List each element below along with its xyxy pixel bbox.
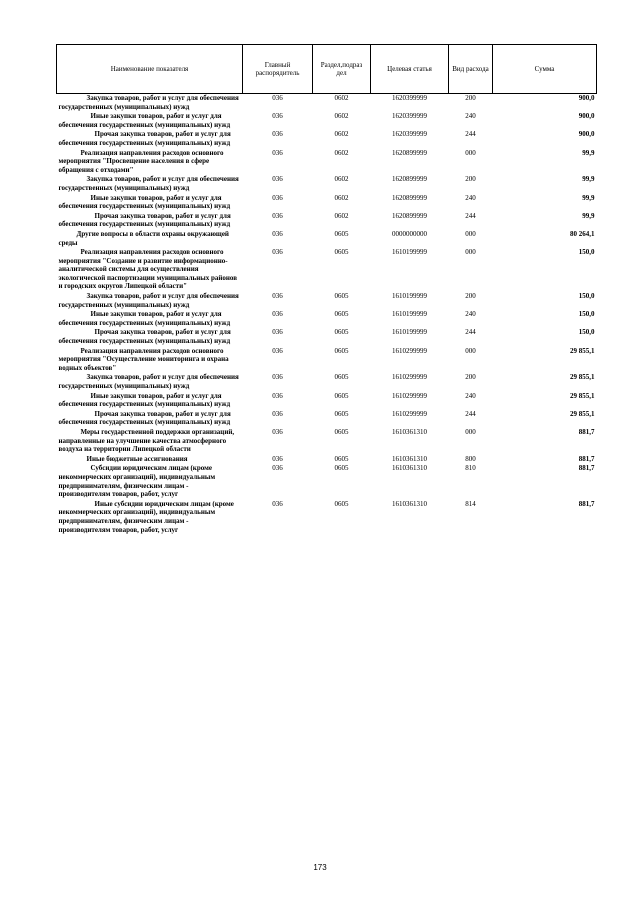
row-section: 0605 bbox=[334, 346, 349, 355]
row-name-text: Закупка товаров, работ и услуг для обеспечения государственных (муниципальных) нужд bbox=[58, 292, 239, 309]
row-manager: 036 bbox=[272, 328, 283, 337]
row-section: 0605 bbox=[334, 427, 349, 436]
row-manager: 036 bbox=[272, 112, 283, 121]
row-type: 200 bbox=[465, 94, 476, 102]
row-section: 0605 bbox=[334, 391, 349, 400]
row-sum: 900,0 bbox=[578, 112, 595, 121]
table-row bbox=[57, 455, 597, 465]
row-target: 1620899999 bbox=[392, 175, 427, 184]
row-target: 1610199999 bbox=[392, 310, 427, 319]
row-sum: 881,7 bbox=[578, 464, 595, 473]
row-section: 0605 bbox=[334, 454, 349, 463]
row-section: 0602 bbox=[334, 148, 349, 157]
row-target: 1620899999 bbox=[392, 148, 427, 157]
header-sum: Сумма bbox=[493, 45, 597, 94]
row-manager: 036 bbox=[272, 130, 283, 139]
row-type: 810 bbox=[465, 464, 476, 473]
row-name-text: Иные субсидии юридическим лицам (кроме некоммерческих организаций), индивидуальным предпринимателям, физическим лицам - производителям товаров, работ, услуг bbox=[58, 499, 234, 534]
row-sum: 29 855,1 bbox=[570, 346, 595, 355]
row-target: 1620399999 bbox=[392, 94, 427, 102]
row-type: 000 bbox=[465, 148, 476, 157]
table-row bbox=[57, 248, 597, 292]
header-type: Вид расхода bbox=[449, 45, 493, 94]
table-row bbox=[57, 347, 597, 374]
row-name-text: Прочая закупка товаров, работ и услуг для обеспечения государственных (муниципальных) нужд bbox=[58, 211, 231, 229]
row-name-text: Прочая закупка товаров, работ и услуг для обеспечения государственных (муниципальных) нужд bbox=[58, 328, 231, 346]
document-page bbox=[56, 44, 596, 535]
table-row bbox=[57, 112, 597, 130]
row-target: 1610199999 bbox=[392, 248, 427, 257]
row-target: 1610199999 bbox=[392, 292, 427, 301]
row-manager: 036 bbox=[272, 94, 283, 102]
row-target: 1620899999 bbox=[392, 211, 427, 220]
row-type: 000 bbox=[465, 248, 476, 257]
row-manager: 036 bbox=[272, 499, 283, 508]
row-name-text: Закупка товаров, работ и услуг для обеспечения государственных (муниципальных) нужд bbox=[58, 94, 239, 111]
row-type: 244 bbox=[465, 130, 476, 139]
row-name-text: Субсидии юридическим лицам (кроме некоммерческих организаций), индивидуальным предпринимателям, физическим лицам - производителям товаров, работ, услуг bbox=[58, 464, 216, 499]
header-name: Наименование показателя bbox=[57, 45, 243, 94]
row-name bbox=[57, 455, 243, 465]
row-target: 1610361310 bbox=[392, 464, 427, 473]
row-sum: 99,9 bbox=[582, 175, 595, 184]
row-sum: 881,7 bbox=[578, 454, 595, 463]
row-sum: 150,0 bbox=[578, 310, 595, 319]
row-target: 1610299999 bbox=[392, 346, 427, 355]
row-name bbox=[57, 410, 243, 428]
table-body bbox=[57, 94, 597, 536]
row-type: 240 bbox=[465, 193, 476, 202]
header-target: Целевая статья bbox=[371, 45, 449, 94]
row-sum: 29 855,1 bbox=[570, 373, 595, 382]
row-manager: 036 bbox=[272, 310, 283, 319]
row-section: 0602 bbox=[334, 193, 349, 202]
header-section: Раздел,подраз дел bbox=[313, 45, 371, 94]
row-manager: 036 bbox=[272, 248, 283, 257]
row-name bbox=[57, 248, 243, 292]
row-type: 240 bbox=[465, 112, 476, 121]
row-target: 1610361310 bbox=[392, 499, 427, 508]
row-target: 1610361310 bbox=[392, 454, 427, 463]
row-name-text: Другие вопросы в области охраны окружающей среды bbox=[58, 229, 229, 247]
row-name-text: Меры государственной поддержки организаций, направленные на улучшение качества атмосферного воздуха на территории Липецкой области bbox=[58, 427, 235, 454]
row-section: 0605 bbox=[334, 464, 349, 473]
row-type: 200 bbox=[465, 373, 476, 382]
row-name bbox=[57, 212, 243, 230]
row-type: 000 bbox=[465, 346, 476, 355]
table-row bbox=[57, 328, 597, 346]
page-number: 173 bbox=[313, 863, 327, 872]
row-name-text: Иные закупки товаров, работ и услуг для обеспечения государственных (муниципальных) нужд bbox=[58, 112, 231, 129]
row-manager: 036 bbox=[272, 193, 283, 202]
table-row bbox=[57, 373, 597, 391]
row-section: 0602 bbox=[334, 211, 349, 220]
row-type: 814 bbox=[465, 499, 476, 508]
row-name bbox=[57, 130, 243, 148]
row-section: 0605 bbox=[334, 328, 349, 337]
row-section: 0605 bbox=[334, 373, 349, 382]
row-name bbox=[57, 373, 243, 391]
row-name bbox=[57, 392, 243, 410]
row-sum: 881,7 bbox=[578, 499, 595, 508]
table-row bbox=[57, 392, 597, 410]
row-name-text: Иные закупки товаров, работ и услуг для обеспечения государственных (муниципальных) нужд bbox=[58, 193, 231, 211]
table-row bbox=[57, 428, 597, 455]
row-manager: 036 bbox=[272, 373, 283, 382]
row-sum: 99,9 bbox=[582, 211, 595, 220]
row-name bbox=[57, 464, 243, 499]
row-section: 0602 bbox=[334, 130, 349, 139]
table-row bbox=[57, 149, 597, 176]
row-name-text: Реализация направления расходов основного мероприятия "Просвещение населения в сфере обращения с отходами" bbox=[58, 148, 224, 174]
row-section: 0605 bbox=[334, 499, 349, 508]
row-name bbox=[57, 149, 243, 176]
row-target: 1620399999 bbox=[392, 112, 427, 121]
row-manager: 036 bbox=[272, 211, 283, 220]
table-header-row bbox=[57, 45, 597, 94]
row-manager: 036 bbox=[272, 409, 283, 418]
table-row bbox=[57, 130, 597, 148]
row-sum: 99,9 bbox=[582, 148, 595, 157]
row-name bbox=[57, 175, 243, 193]
table-row bbox=[57, 212, 597, 230]
row-section: 0605 bbox=[334, 229, 349, 238]
row-section: 0605 bbox=[334, 248, 349, 257]
row-sum: 150,0 bbox=[578, 328, 595, 337]
table-row bbox=[57, 230, 597, 248]
row-manager: 036 bbox=[272, 148, 283, 157]
row-type: 240 bbox=[465, 391, 476, 400]
table-row bbox=[57, 94, 597, 113]
row-section: 0602 bbox=[334, 175, 349, 184]
table-row bbox=[57, 464, 597, 499]
row-target: 1610299999 bbox=[392, 409, 427, 418]
row-name bbox=[57, 310, 243, 328]
row-sum: 900,0 bbox=[578, 130, 595, 139]
row-target: 1610361310 bbox=[392, 427, 427, 436]
row-manager: 036 bbox=[272, 175, 283, 184]
row-section: 0602 bbox=[334, 94, 349, 102]
row-type: 200 bbox=[465, 292, 476, 301]
row-target: 1610199999 bbox=[392, 328, 427, 337]
row-name bbox=[57, 428, 243, 455]
row-sum: 29 855,1 bbox=[570, 409, 595, 418]
row-name-text: Закупка товаров, работ и услуг для обеспечения государственных (муниципальных) нужд bbox=[58, 373, 239, 390]
row-type: 244 bbox=[465, 409, 476, 418]
row-sum: 150,0 bbox=[578, 292, 595, 301]
row-manager: 036 bbox=[272, 292, 283, 301]
row-name-text: Иные бюджетные ассигнования bbox=[86, 454, 188, 463]
table-row bbox=[57, 194, 597, 212]
row-manager: 036 bbox=[272, 391, 283, 400]
row-target: 1610299999 bbox=[392, 391, 427, 400]
row-manager: 036 bbox=[272, 454, 283, 463]
row-manager: 036 bbox=[272, 229, 283, 238]
row-name-text: Иные закупки товаров, работ и услуг для обеспечения государственных (муниципальных) нужд bbox=[58, 310, 231, 327]
row-target: 1620899999 bbox=[392, 193, 427, 202]
row-manager: 036 bbox=[272, 427, 283, 436]
row-sum: 80 264,1 bbox=[570, 229, 595, 238]
row-section: 0605 bbox=[334, 310, 349, 319]
row-manager: 036 bbox=[272, 464, 283, 473]
row-sum: 900,0 bbox=[578, 94, 595, 102]
row-name bbox=[57, 94, 243, 113]
row-sum: 99,9 bbox=[582, 193, 595, 202]
row-target: 1620399999 bbox=[392, 130, 427, 139]
row-type: 240 bbox=[465, 310, 476, 319]
row-name-text: Прочая закупка товаров, работ и услуг для обеспечения государственных (муниципальных) нужд bbox=[58, 409, 231, 427]
row-section: 0605 bbox=[334, 409, 349, 418]
row-target: 1610299999 bbox=[392, 373, 427, 382]
row-name bbox=[57, 328, 243, 346]
row-section: 0602 bbox=[334, 112, 349, 121]
row-sum: 881,7 bbox=[578, 427, 595, 436]
row-name-text: Прочая закупка товаров, работ и услуг для обеспечения государственных (муниципальных) нужд bbox=[58, 130, 231, 147]
row-name bbox=[57, 230, 243, 248]
table-row bbox=[57, 500, 597, 535]
row-type: 244 bbox=[465, 211, 476, 220]
row-type: 200 bbox=[465, 175, 476, 184]
row-name-text: Закупка товаров, работ и услуг для обеспечения государственных (муниципальных) нужд bbox=[58, 175, 239, 192]
row-name bbox=[57, 292, 243, 310]
row-name bbox=[57, 500, 243, 535]
table-row bbox=[57, 310, 597, 328]
row-type: 244 bbox=[465, 328, 476, 337]
row-name bbox=[57, 194, 243, 212]
row-name bbox=[57, 347, 243, 374]
row-sum: 150,0 bbox=[578, 248, 595, 257]
table-row bbox=[57, 410, 597, 428]
row-type: 000 bbox=[465, 427, 476, 436]
table-row bbox=[57, 175, 597, 193]
budget-table bbox=[56, 44, 597, 535]
header-manager: Главный распорядитель bbox=[243, 45, 313, 94]
row-target: 0000000000 bbox=[392, 229, 427, 238]
row-type: 800 bbox=[465, 454, 476, 463]
row-name-text: Иные закупки товаров, работ и услуг для обеспечения государственных (муниципальных) нужд bbox=[58, 391, 231, 409]
row-section: 0605 bbox=[334, 292, 349, 301]
row-type: 000 bbox=[465, 229, 476, 238]
row-name-text: Реализация направления расходов основного мероприятия "Создание и развитие информационно-аналитической системы для осуществления экологической паспортизации муниципальных районов и городских округов Липецкой области" bbox=[58, 248, 238, 291]
row-name bbox=[57, 112, 243, 130]
row-sum: 29 855,1 bbox=[570, 391, 595, 400]
row-name-text: Реализация направления расходов основного мероприятия "Осуществление мониторинга и охрана водных объектов" bbox=[58, 346, 229, 372]
row-manager: 036 bbox=[272, 346, 283, 355]
table-row bbox=[57, 292, 597, 310]
